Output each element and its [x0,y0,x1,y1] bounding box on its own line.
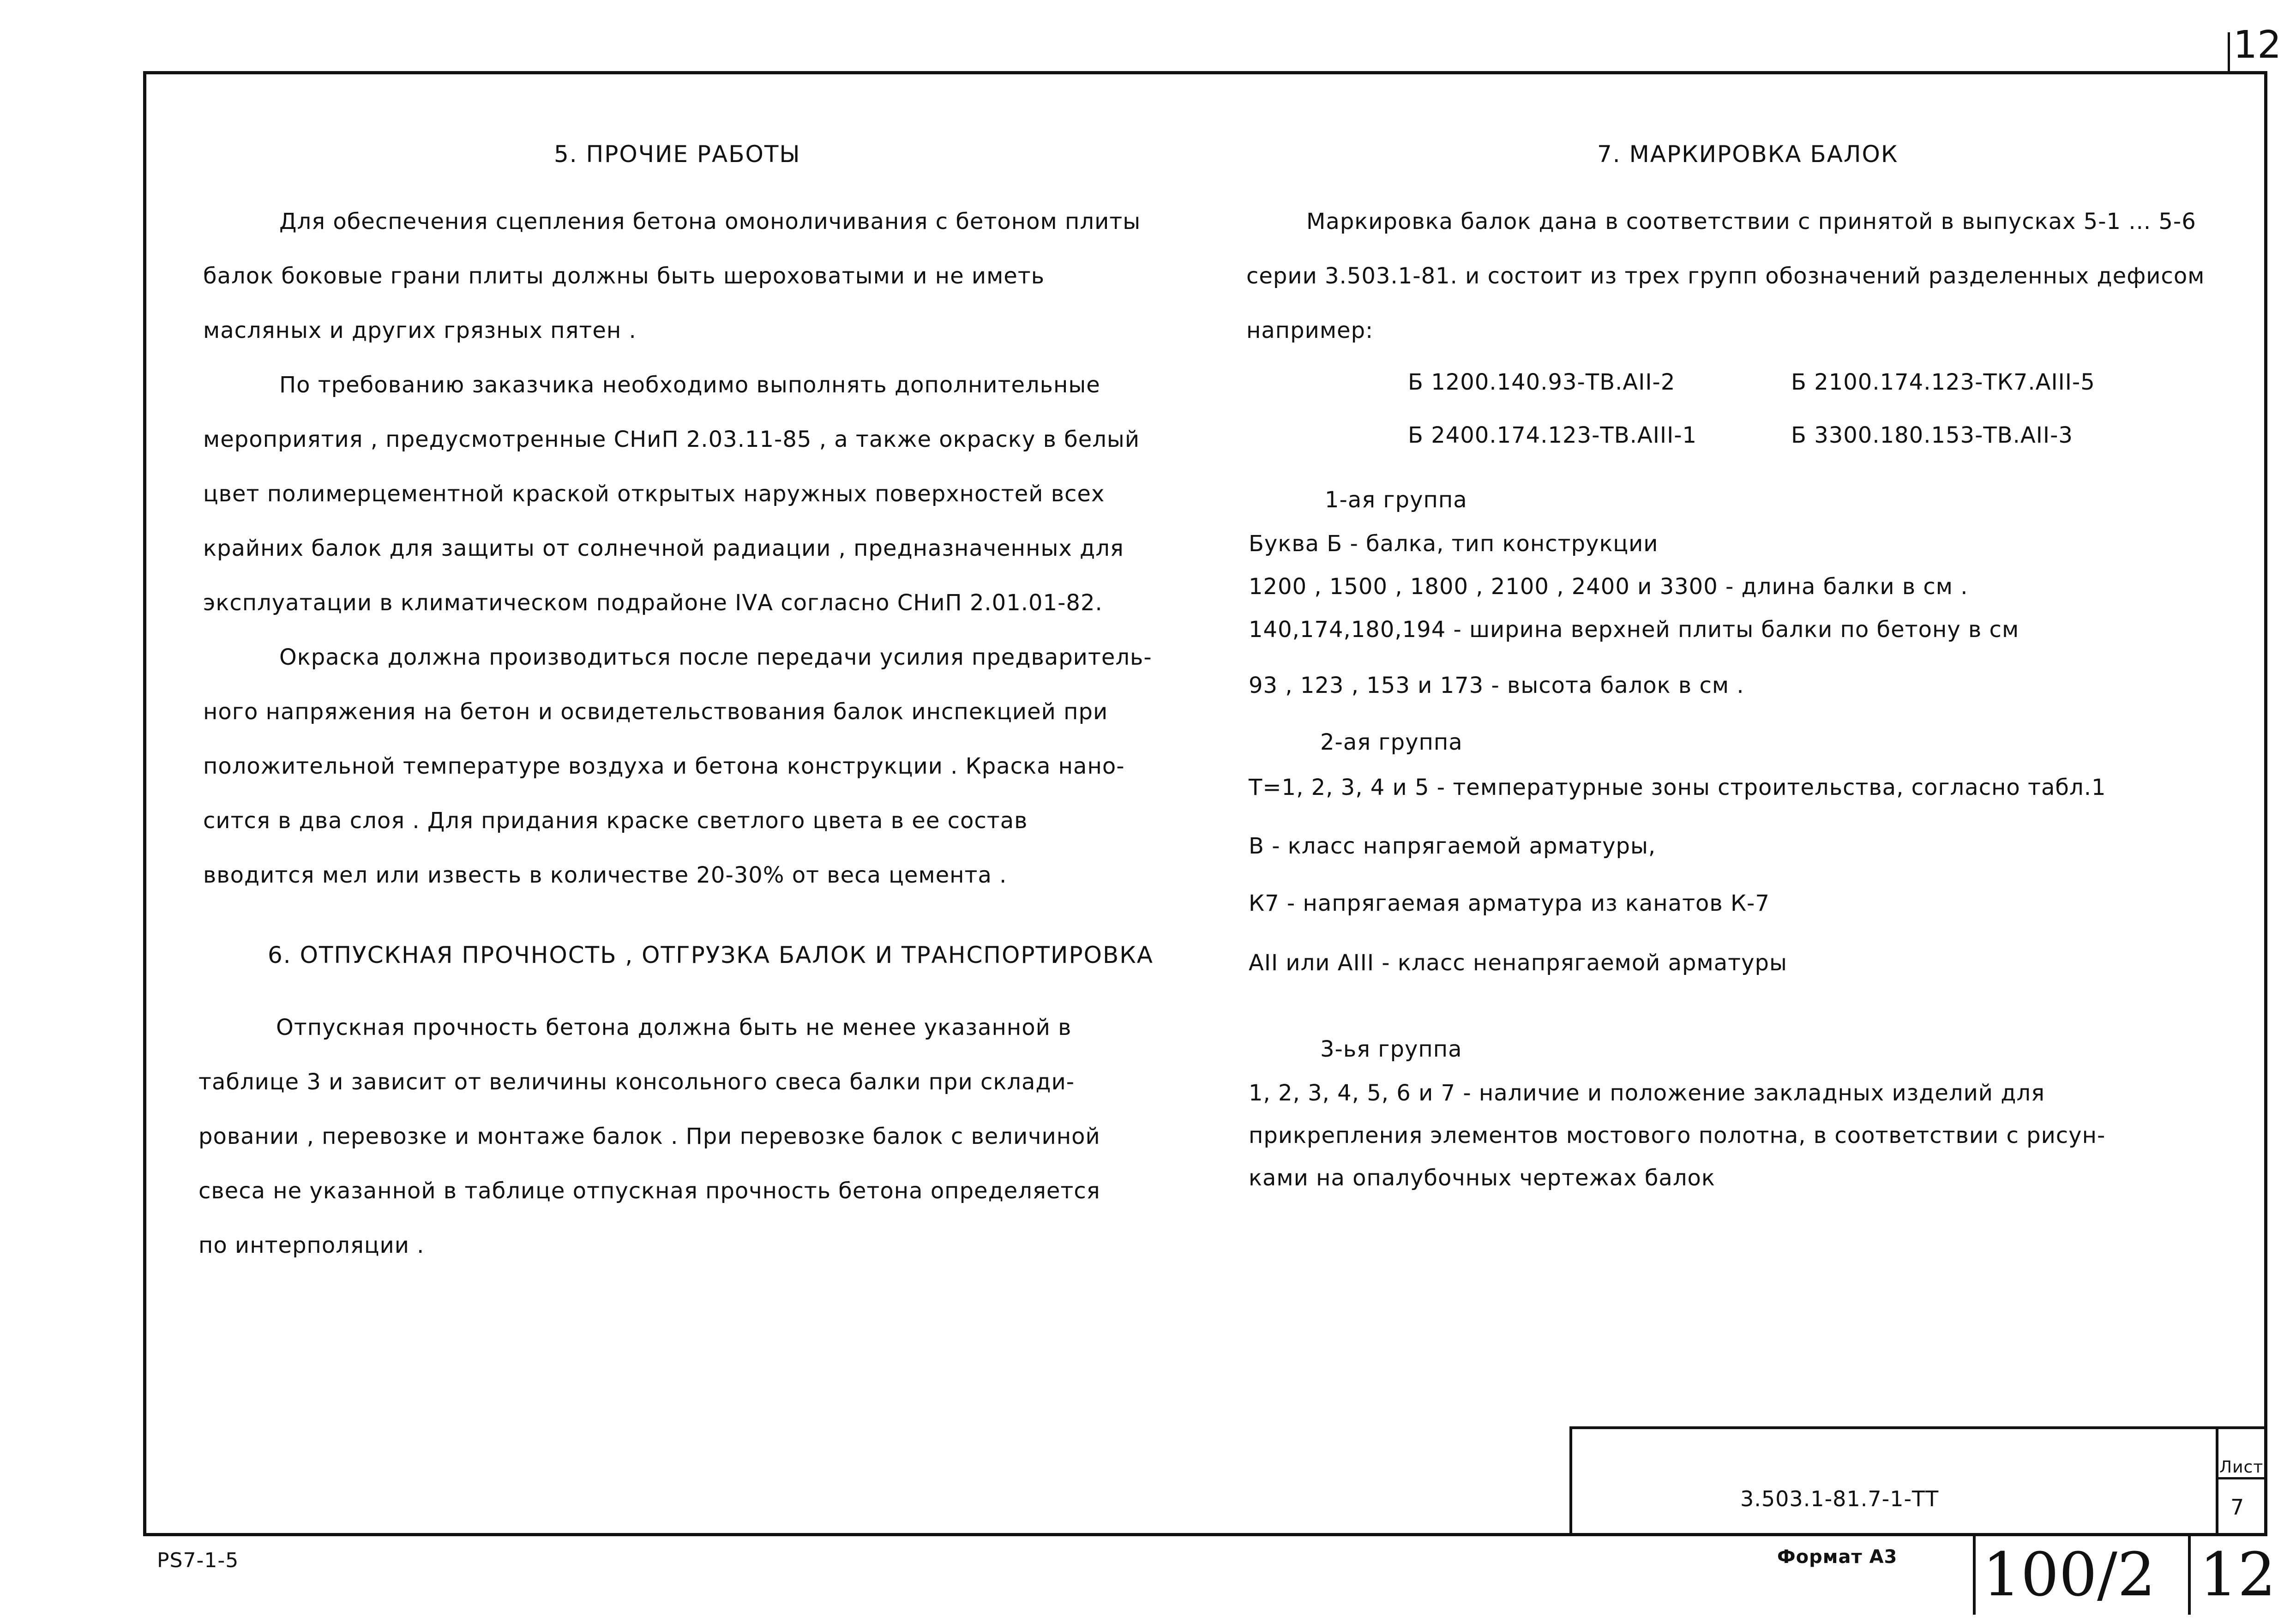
mark-example: Б 2400.174.123-ТВ.АIII-1 [1408,422,1697,448]
s7-intro-line: серии 3.503.1-81. и состоит из трех групп обозначений разделенных дефисом [1246,263,2205,289]
g3-line: прикрепления элементов мостового полотна, в соответствии с рисун- [1249,1123,2106,1148]
s5-line: Окраска должна производиться после передачи усилия предваритель- [279,644,1152,670]
g1-line: 93 , 123 , 153 и 173 - высота балок в см . [1249,673,1744,698]
group-3-title: 3-ья группа [1320,1036,1462,1062]
drawing-frame [143,71,2267,1536]
g1-line: Буква Б - балка, тип конструкции [1249,531,1659,557]
section-6-title: 6. ОТПУСКНАЯ ПРОЧНОСТЬ , ОТГРУЗКА БАЛОК И ТРАНСПОРТИРОВКА [268,942,1154,968]
s5-line: ного напряжения на бетон и освидетельствования балок инспекцией при [203,699,1108,725]
g2-line: В - класс напрягаемой арматуры, [1249,833,1656,859]
s5-line: эксплуатации в климатическом подрайоне IVА согласно СНиП 2.01.01-82. [203,590,1103,616]
mark-example: Б 3300.180.153-ТВ.АII-3 [1791,422,2073,448]
sheet-number: 7 [2230,1495,2245,1520]
group-2-title: 2-ая группа [1320,729,1463,755]
mark-example: Б 1200.140.93-ТВ.АII-2 [1408,369,1676,395]
s5-line: сится в два слоя . Для придания краске светлого цвета в ее состав [203,808,1028,834]
s5-line: По требованию заказчика необходимо выполнять дополнительные [279,372,1100,398]
left-code: PS7-1-5 [157,1549,239,1572]
s5-line: мероприятия , предусмотренные СНиП 2.03.11-85 , а также окраску в белый [203,427,1140,452]
bottom-divider [2188,1536,2191,1615]
s7-intro-line: Маркировка балок дана в соответствии с принятой в выпусках 5-1 ... 5-6 [1306,209,2196,234]
g3-line: ками на опалубочных чертежах балок [1249,1165,1715,1191]
s5-line: балок боковые грани плиты должны быть шероховатыми и не иметь [203,263,1045,289]
s7-intro-line: например: [1246,318,1374,343]
top-sheet-number: 12 [2233,23,2282,67]
s6-line: ровании , перевозке и монтаже балок . При перевозке балок с величиной [198,1124,1100,1149]
g2-line: К7 - напрягаемая арматура из канатов К-7 [1249,890,1770,916]
s5-line: Для обеспечения сцепления бетона омоноличивания с бетоном плиты [279,209,1141,234]
s5-line: масляных и других грязных пятен . [203,318,637,343]
g2-line: Т=1, 2, 3, 4 и 5 - температурные зоны строительства, согласно табл.1 [1249,775,2106,800]
s5-line: цвет полимерцементной краской открытых наружных поверхностей всех [203,481,1105,507]
s5-line: крайних балок для защиты от солнечной радиации , предназначенных для [203,535,1124,561]
title-block-divider [2216,1477,2267,1479]
top-sheet-divider [2228,32,2230,71]
s5-line: положительной температуре воздуха и бетона конструкции . Краска нано- [203,753,1125,779]
g3-line: 1, 2, 3, 4, 5, 6 и 7 - наличие и положение закладных изделий для [1249,1080,2045,1106]
album-number: 100/2 [1983,1539,2156,1610]
mark-example: Б 2100.174.123-ТК7.АIII-5 [1791,369,2095,395]
group-1-title: 1-ая группа [1325,487,1467,513]
section-7-title: 7. МАРКИРОВКА БАЛОК [1597,141,1899,168]
s6-line: таблице 3 и зависит от величины консольного свеса балки при склади- [198,1069,1075,1095]
g1-line: 1200 , 1500 , 1800 , 2100 , 2400 и 3300 - длина балки в см . [1249,574,1968,600]
format-label: Формат А3 [1777,1546,1898,1568]
g1-line: 140,174,180,194 - ширина верхней плиты балки по бетону в см [1249,617,2020,643]
g2-line: АII или АIII - класс ненапрягаемой арматуры [1249,950,1787,976]
s6-line: свеса не указанной в таблице отпускная прочность бетона определяется [198,1178,1100,1204]
s5-line: вводится мел или известь в количестве 20-30% от веса цемента . [203,862,1007,888]
bottom-divider [1973,1536,1976,1615]
title-block-divider [2216,1426,2218,1536]
title-block [1569,1426,2267,1536]
s6-line: Отпускная прочность бетона должна быть не менее указанной в [276,1015,1072,1040]
page-number: 12 [2200,1539,2276,1610]
s6-line: по интерполяции . [198,1232,425,1258]
section-5-title: 5. ПРОЧИЕ РАБОТЫ [554,141,801,168]
document-code: 3.503.1-81.7-1-ТТ [1740,1486,1939,1511]
sheet-label: Лист [2219,1458,2264,1477]
